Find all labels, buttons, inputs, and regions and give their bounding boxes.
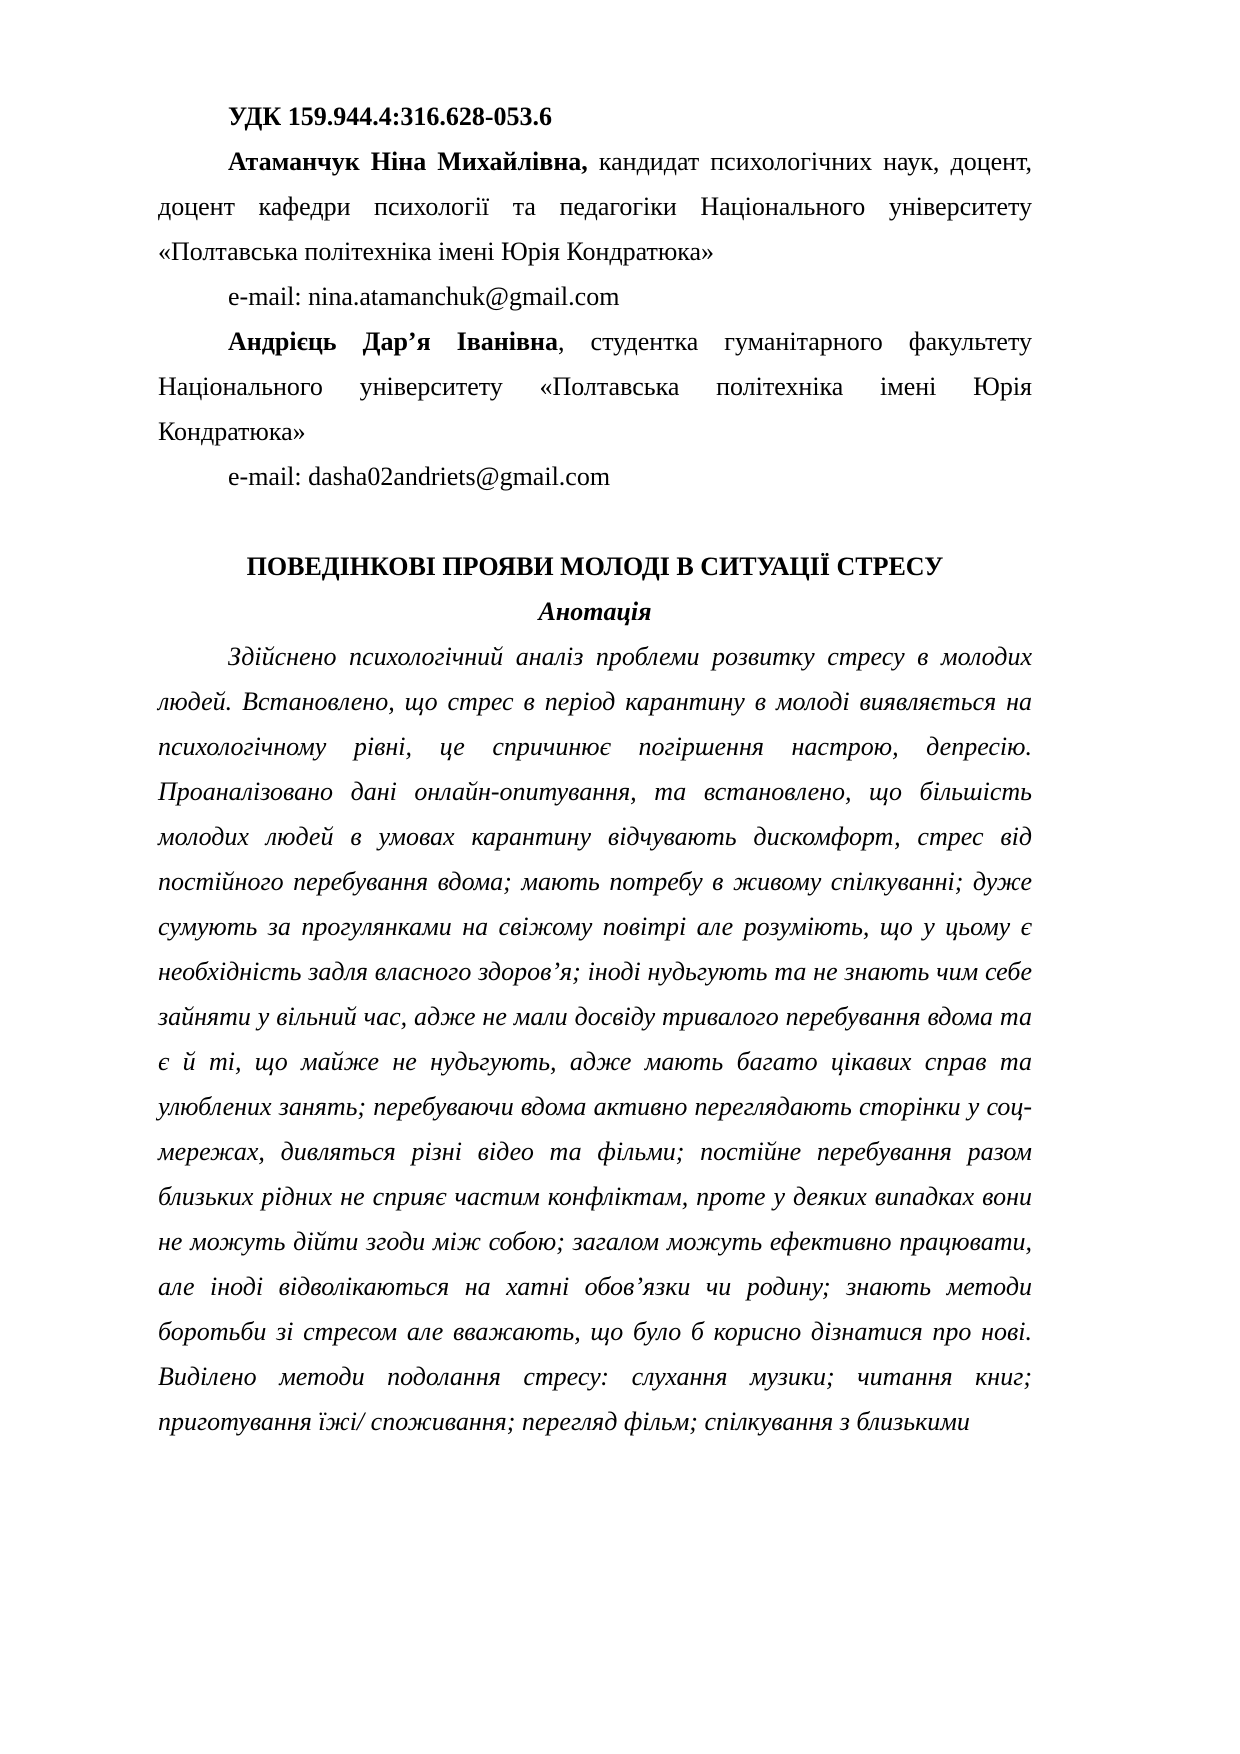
annotation-body: Здійснено психологічний аналіз проблеми розвитку стресу в молодих людей. Встановлено, що стрес в період карантину в молоді виявляється на психологічному рівні, це спричинює погіршення настрою, депресію. Проаналізовано дані онлайн-опитування, та встановлено, що більшість молодих людей в умовах карантину відчувають дискомфорт, стрес від постійного перебування вдома; мають потребу в живому спілкуванні; дуже сумують за прогулянками на свіжому повітрі але розуміють, що у цьому є необхідність задля власного здоров’я; іноді нудьгують та не знають чим себе зайняти у вільний час, адже не мали досвіду тривалого перебування вдома та є й ті, що майже не нудьгують, адже мають багато цікавих справ та улюблених занять; перебуваючи вдома активно переглядають сторінки у соц-мережах, дивляться різні відео та фільми; постійне перебування разом близьких рідних не сприяє частим конфліктам, проте у деяких випадках вони не можуть дійти згоди між собою; загалом можуть ефективно працювати, але іноді відволікаються на хатні обов’язки чи родину; знають методи боротьби зі стресом але вважають, що було б корисно дізнатися про нові. Виділено методи подолання стресу: слухання музики; читання книг; приготування їжі/ споживання; перегляд фільм; спілкування з близькими bbox=[158, 642, 1032, 1436]
article-title: ПОВЕДІНКОВІ ПРОЯВИ МОЛОДІ В СИТУАЦІЇ СТРЕСУ bbox=[246, 552, 944, 581]
author2-email: e-mail: dasha02andriets@gmail.com bbox=[228, 462, 611, 491]
annotation-heading: Анотація bbox=[538, 597, 652, 626]
author2-paragraph bbox=[158, 319, 1032, 454]
author1-email: e-mail: nina.atamanchuk@gmail.com bbox=[228, 282, 620, 311]
author1-name: Атаманчук Ніна Михайлівна, bbox=[228, 147, 588, 176]
author1-affiliation: кандидат психологічних наук, доцент, доцент кафедри психології та педагогіки Національного університету «Полтавська політехніка імені Юрія Кондратюка» bbox=[158, 147, 1032, 266]
author1-paragraph bbox=[158, 139, 1032, 274]
author2-affiliation: , студентка гуманітарного факультету Національного університету «Полтавська політехніка імені Юрія Кондратюка» bbox=[158, 327, 1032, 446]
author2-name: Андрієць Дар’я Іванівна bbox=[228, 327, 559, 356]
udc-text: УДК 159.944.4:316.628-053.6 bbox=[228, 102, 553, 131]
udc-code bbox=[158, 94, 1032, 139]
